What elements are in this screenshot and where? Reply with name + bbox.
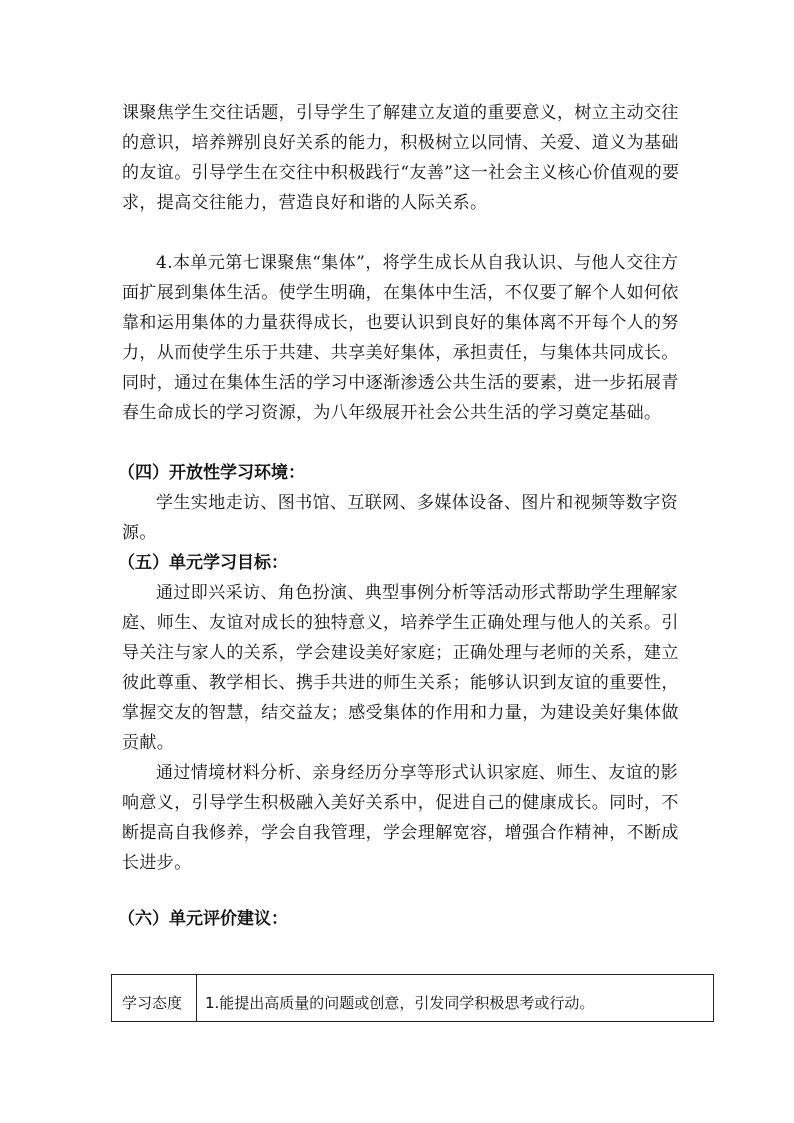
paragraph-collective: 4.本单元第七课聚焦“集体”，将学生成长从自我认识、与他人交往方面扩展到集体生活。使学生明确，在集体中生活，不仅要了解个人如何依靠和运用集体的力量获得成长，也要认识到良好的集体离不开每个人的努力，从而使学生乐于共建、共享美好集体，承担责任，与集体共同成长。同时，通过在集体生活的学习中逐渐渗透公共生活的要素，进一步拓展青春生命成长的学习资源，为八年级展开社会公共生活的学习奠定基础。 [122, 253, 679, 423]
heading-unit-evaluation: （六）单元评价建议： [118, 909, 288, 929]
evaluation-table [111, 974, 714, 1022]
heading-unit-objectives: （五）单元学习目标： [118, 553, 288, 573]
paragraph-friendship: 课聚焦学生交往话题，引导学生了解建立友道的重要意义，树立主动交往的意识，培养辨别良好关系的能力，积极树立以同情、关爱、道义为基础的友谊。引导学生在交往中积极践行“友善”这一社会主义核心价值观的要求，提高交往能力，营造良好和谐的人际关系。 [122, 103, 680, 213]
paragraph-objectives-1: 通过即兴采访、角色扮演、典型事例分析等活动形式帮助学生理解家庭、师生、友谊对成长的独特意义，培养学生正确处理与他人的关系。引导关注与家人的关系，学会建设美好家庭；正确处理与老师的关系，建立彼此尊重、教学相长、携手共进的师生关系；能够认识到友谊的重要性，掌握交友的智慧，结交益友；感受集体的作用和力量，为建设美好集体做贡献。 [122, 583, 679, 753]
table-cell-label: 学习态度 [112, 975, 197, 1021]
table-cell-content: 1.能提出高质量的问题或创意，引发同学积极思考或行动。 [205, 994, 595, 1012]
paragraph-learning-resources: 学生实地走访、图书馆、互联网、多媒体设备、图片和视频等数字资源。 [122, 493, 678, 543]
paragraph-objectives-2: 通过情境材料分析、亲身经历分享等形式认识家庭、师生、友谊的影响意义，引导学生积极融入美好关系中，促进自己的健康成长。同时，不断提高自我修养，学会自我管理，学会理解宽容，增强合作精神，不断成长进步。 [122, 763, 679, 873]
heading-open-learning-environment: （四）开放性学习环境： [118, 463, 305, 483]
